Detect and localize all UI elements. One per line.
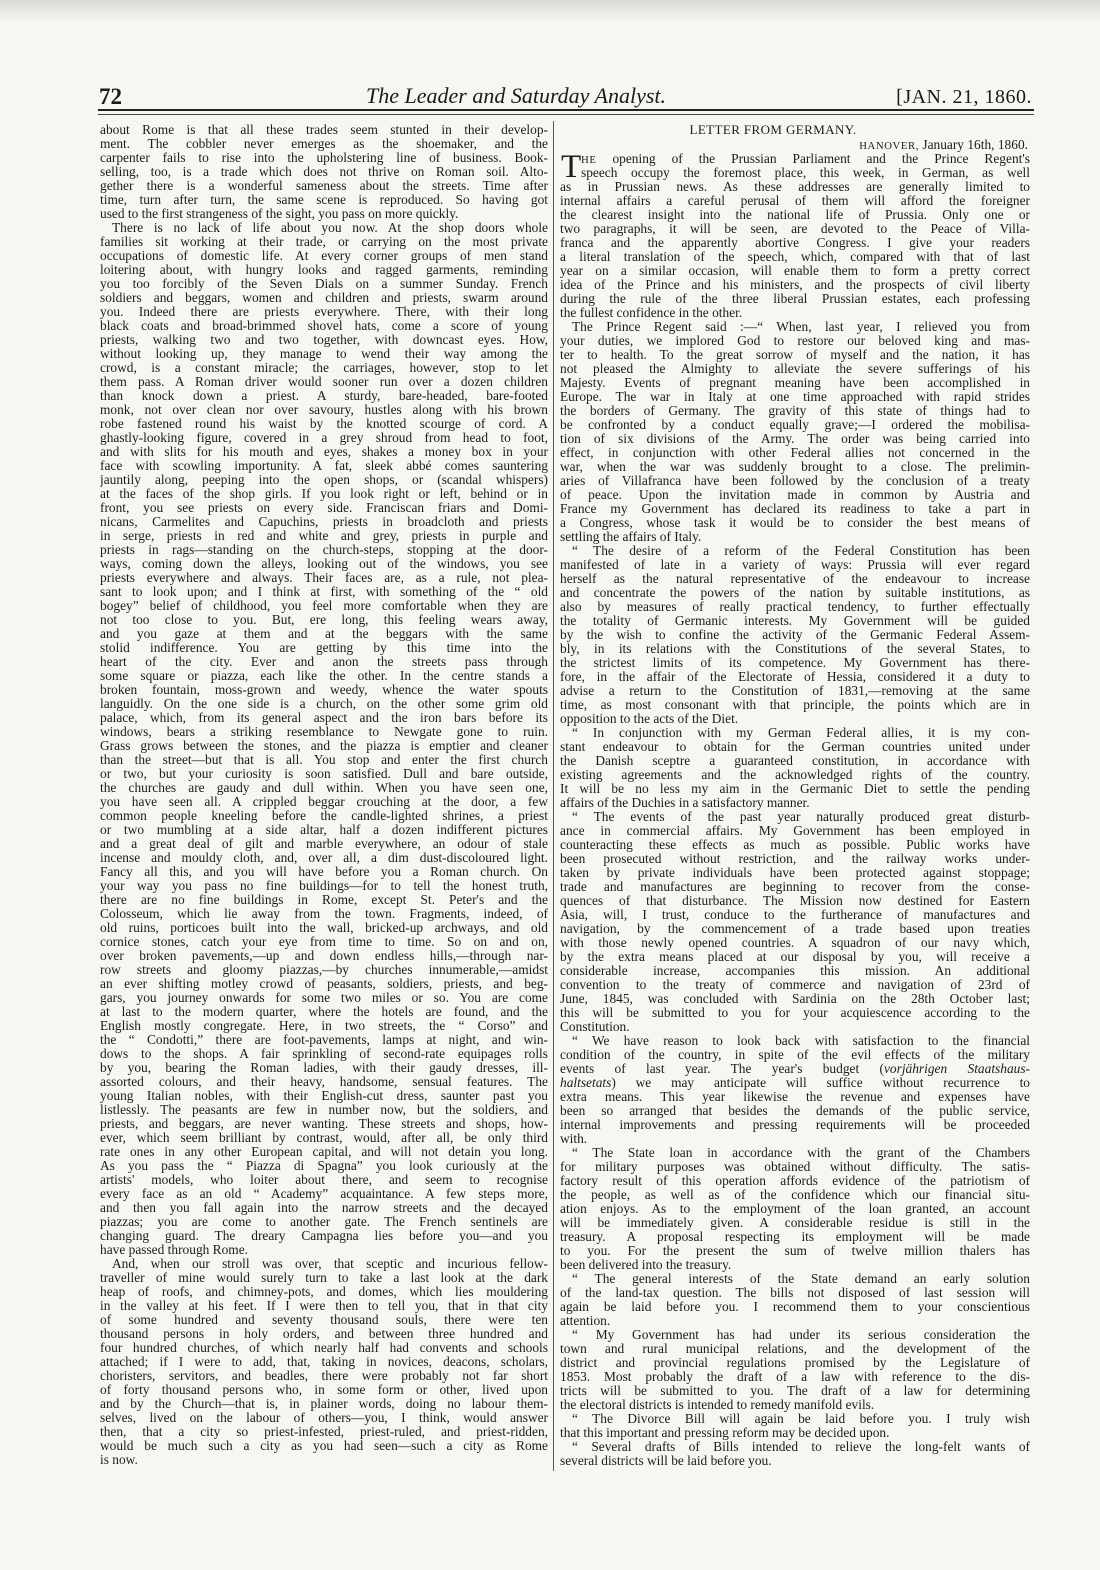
- text-line: that this important and pressing reform may be decided upon.: [560, 1426, 890, 1440]
- text-line: priests, walking two and two together, with downcast eyes. How,: [100, 333, 548, 347]
- text-line: tricts will be submitted to you. The draft of a law for determining: [560, 1384, 1030, 1398]
- text-line: and by the Church—that is, in plainer words, doing no labour them-: [100, 1397, 548, 1411]
- text-line: as in Prussian news. As these addresses are generally limited to: [560, 180, 1030, 194]
- paragraph: [560, 1272, 1030, 1328]
- text-line: soldiers and beggars, women and children and priests, swarm around: [100, 291, 548, 305]
- text-line: war, when the war was suddenly brought to a close. The prelimin-: [560, 460, 1030, 474]
- text-line: The Prince Regent said :—“ When, last year, I relieved you from: [572, 320, 1030, 334]
- text-line: cornice stones, catch your eye from time to time. So on and on,: [100, 935, 548, 949]
- text-line: the borders of Germany. The gravity of this state of things had to: [560, 404, 1030, 418]
- text-line: sant to look upon; and I think at first, with something of the “ old: [100, 585, 548, 599]
- text-line: or two, but your curiosity is soon satisfied. Dull and bare outside,: [100, 767, 548, 781]
- text-line: gether there is a wonderful sameness about the streets. Time after: [100, 179, 548, 193]
- text-line: several districts will be laid before you.: [560, 1454, 772, 1468]
- text-line: English mostly congregate. Here, in two streets, the “ Corso” and: [100, 1019, 548, 1033]
- text-line: you have seen all. A crippled beggar crouching at the door, a few: [100, 795, 548, 809]
- text-line: quences of that disturbance. The Mission now destined for Eastern: [560, 894, 1030, 908]
- text-line: taken by private individuals have been protected against stoppage;: [560, 866, 1030, 880]
- text-line: every face as an old “ Academy” acquaintance. A few steps more,: [100, 1187, 548, 1201]
- text-line: your way you pass no fine buildings—for to tell the honest truth,: [100, 879, 548, 893]
- text-line: will be immediately given. A considerable residue is still in the: [560, 1216, 1030, 1230]
- text-line: have passed through Rome.: [100, 1243, 249, 1257]
- text-line: broken fountain, moss-grown and weedy, whence the water spouts: [100, 683, 548, 697]
- text-line: opposition to the acts of the Diet.: [560, 712, 739, 726]
- text-line: than the street—but that is all. You stop and enter the first church: [100, 753, 548, 767]
- text-line: rate ones in any other European capital, and will not detain you long.: [100, 1145, 548, 1159]
- text-line: gars, you journey onwards for some two miles or so. You are come: [100, 991, 548, 1005]
- paragraph: [560, 320, 1030, 544]
- text-line: front, you see priests on every side. Franciscan friars and Domi-: [100, 501, 548, 515]
- text-segment: opening of the Prussian Parliament and the Prince Regent's: [596, 152, 1030, 166]
- text-line: the electoral districts is intended to remedy manifold evils.: [560, 1398, 875, 1412]
- text-line: counteracting these effects as much as possible. Public works have: [560, 838, 1030, 852]
- text-line: at the faces of the shop girls. If you look right or left, behind or in: [100, 487, 548, 501]
- text-line: June, 1845, was concluded with Sardinia on the 28th October last;: [560, 992, 1030, 1006]
- text-line: stant endeavour to obtain for the German countries united under: [560, 740, 1030, 754]
- text-line: priests, and beggars, are never wanting. These streets and shops, how-: [100, 1117, 548, 1131]
- text-line: and concentrate the powers of the nation by suitable institutions, as: [560, 586, 1030, 600]
- text-line: the strictest limits of its competence. My Government has there-: [560, 656, 1030, 670]
- text-line: incense and mouldy cloth, and, over all, a dim dust-discoloured light.: [100, 851, 548, 865]
- text-line: the totality of Germanic interests. My Government will be guided: [560, 614, 1030, 628]
- text-line: heap of roofs, and chimney-pots, and domes, which lies mouldering: [100, 1285, 548, 1299]
- text-line: aries of Villafranca have been followed by the conclusion of a treaty: [560, 474, 1030, 488]
- text-line: about Rome is that all these trades seem stunted in their develop-: [100, 123, 548, 137]
- drop-cap: T: [561, 149, 582, 185]
- text-line: common people kneeling before the candle-lighted shrines, a priest: [100, 809, 548, 823]
- text-line: by the wish to confine the activity of the Germanic Federal Assem-: [560, 628, 1030, 642]
- text-line: Grass grows between the stones, and the piazza is emptier and cleaner: [100, 739, 548, 753]
- paragraph: [560, 1034, 1030, 1146]
- text-line: by you, bearing the Roman ladies, with their gaudy dresses, ill-: [100, 1061, 548, 1075]
- text-line: It will be no less my aim in the Germanic Diet to settle the pending: [560, 782, 1030, 796]
- text-line: is now.: [100, 1453, 138, 1467]
- text-segment: events of last year. The year's budget (: [560, 1062, 884, 1076]
- text-line: trade and manufactures are beginning to recover from the conse-: [560, 880, 1030, 894]
- text-line: and with slits for his mouth and eyes, shakes a money box in your: [100, 445, 548, 459]
- text-line: and then you fall again into the narrow streets and the decayed: [100, 1201, 548, 1215]
- text-line: nicans, Carmelites and Capuchins, priests in broadcloth and priests: [100, 515, 548, 529]
- text-line: internal affairs a careful perusal of them will afford the foreigner: [560, 194, 1030, 208]
- text-segment: haltsetats: [560, 1076, 612, 1090]
- text-line: young Italian nobles, with their English-cut dress, saunter past you: [100, 1089, 548, 1103]
- paragraph: [560, 544, 1030, 726]
- text-line: families sit working at their trade, or carrying on the most private: [100, 235, 548, 249]
- paragraph: [100, 221, 548, 1257]
- text-line: piazzas; you are come to another gate. The French sentinels are: [100, 1215, 548, 1229]
- text-line: “ In conjunction with my German Federal allies, it is my con-: [572, 726, 1030, 740]
- text-line: “ The general interests of the State demand an early solution: [572, 1272, 1030, 1286]
- text-line: then, that a city so priest-infested, priest-ruled, and priest-ridden,: [100, 1425, 548, 1439]
- text-line: ever, which seem brilliant by contrast, would, after all, be only third: [100, 1131, 548, 1145]
- text-line: than knock down a priest. A sturdy, bare-headed, bare-footed: [100, 389, 548, 403]
- text-line: there are no fine buildings in Rome, except St. Peter's and the: [100, 893, 548, 907]
- text-line: two paragraphs, it will be seen, are devoted to the Peace of Villa-: [560, 222, 1030, 236]
- text-line: affairs of the Duchies in a satisfactory manner.: [560, 796, 810, 810]
- text-line: existing agreements and the acknowledged rights of the country.: [560, 768, 1030, 782]
- text-line: Fancy all this, and you will have before you a Roman church. On: [100, 865, 548, 879]
- text-line: 1853. Most probably the draft of a law with reference to the dis-: [560, 1370, 1030, 1384]
- text-line: convention to the treaty of commerce and navigation of 23rd of: [560, 978, 1030, 992]
- text-line: thousand persons in holy orders, and between three hundred and: [100, 1327, 548, 1341]
- text-line: them pass. A Roman driver would sooner run over a dozen children: [100, 375, 548, 389]
- text-line: factory result of this operation affords evidence of the patriotism of: [560, 1174, 1030, 1188]
- text-line: extra means. This year likewise the revenue and expenses have: [560, 1090, 1030, 1104]
- text-line: loitering about, with hungry looks and ragged garments, reminding: [100, 263, 548, 277]
- text-line: time, as most consonant with that principle, the points which are in: [560, 698, 1030, 712]
- text-line: the clearest insight into the national life of Prussia. Only one or: [560, 208, 1030, 222]
- text-line: old ruins, porticoes built into the wall, bricked-up archways, and old: [100, 921, 548, 935]
- text-line: Europe. The war in Italy at one time approached with rapid strides: [560, 390, 1030, 404]
- text-line: not pleased the Almighty to alleviate the severe sufferings of his: [560, 362, 1030, 376]
- text-line: jauntily along, peeping into the open shops, or (scandal whispers): [100, 473, 548, 487]
- text-line: robe fastened round his waist by the knotted scourge of cord. A: [100, 417, 548, 431]
- text-line: monk, not over clean nor over savoury, hustles along with his brown: [100, 403, 548, 417]
- text-line: you too forcibly of the Seven Dials on a summer Sunday. French: [100, 277, 548, 291]
- text-line: crowd, is a constant miracle; the carriages, however, stop to let: [100, 361, 548, 375]
- text-line: been so arranged that besides the demands of the public service,: [560, 1104, 1030, 1118]
- text-line: row streets and gloomy piazzas,—by churches innumerable,—amidst: [100, 963, 548, 977]
- text-line: you. Indeed there are priests everywhere. There, with their long: [100, 305, 548, 319]
- text-line: As you pass the “ Piazza di Spagna” you look curiously at the: [100, 1159, 548, 1173]
- text-line: speech occupy the foremost place, this week, in German, as well: [581, 166, 1030, 180]
- text-line: year on a similar occasion, will enable them to form a pretty correct: [560, 264, 1030, 278]
- text-line: of the land-tax question. The bills not disposed of last session will: [560, 1286, 1030, 1300]
- text-line: dows to the shops. A fair sprinkling of second-rate equipages rolls: [100, 1047, 548, 1061]
- text-line: at last to the modern quarter, where the hotels are found, and the: [100, 1005, 548, 1019]
- text-line: “ My Government has had under its serious consideration the: [572, 1328, 1030, 1342]
- text-line: for military purposes was obtained without difficulty. The satis-: [560, 1160, 1030, 1174]
- paragraph: [100, 123, 548, 221]
- text-line: with.: [560, 1132, 588, 1146]
- text-line: the fullest confidence in the other.: [560, 306, 743, 320]
- text-line: choristers, servitors, and beadles, there were probably not far short: [100, 1369, 548, 1383]
- text-line: in serge, priests in red and white and grey, priests in purple and: [100, 529, 548, 543]
- text-line: or two mumbling at a side altar, half a dozen indifferent pictures: [100, 823, 548, 837]
- text-line: ghastly-looking figure, covered in a grey shroud from head to foot,: [100, 431, 548, 445]
- text-line: palace, which, from its general aspect and the iron bars before its: [100, 711, 548, 725]
- text-line: the churches are gaudy and dull within. When you have seen one,: [100, 781, 548, 795]
- text-line: by the extra means placed at our disposal by you, will receive a: [560, 950, 1030, 964]
- text-line: of forty thousand persons who, in some form or other, lived upon: [100, 1383, 548, 1397]
- article-title: LETTER FROM GERMANY.: [689, 122, 857, 137]
- text-line: and a great deal of gilt and marble everywhere, an odour of stale: [100, 837, 548, 851]
- text-line: navigation, by the commencement of a trade based upon treaties: [560, 922, 1030, 936]
- text-line: again be laid before you. I recommend them to your conscientious: [560, 1300, 1030, 1314]
- text-line: an ever shifting motley crowd of peasants, soldiers, priests, and beg-: [100, 977, 548, 991]
- text-segment: HE: [581, 154, 597, 166]
- text-line: bly, in its relations with the Constitutions of the several States, to: [560, 642, 1030, 656]
- text-line: “ The State loan in accordance with the grant of the Chambers: [572, 1146, 1030, 1160]
- text-line: Constitution.: [560, 1020, 630, 1034]
- text-segment: vorjährigen Staatshaus-: [883, 1062, 1030, 1076]
- text-line: and you gaze at them and at the beggars with the same: [100, 627, 548, 641]
- publication-title: The Leader and Saturday Analyst.: [366, 83, 667, 108]
- text-line: four hundred churches, of which nearly half had convents and schools: [100, 1341, 548, 1355]
- text-line: not too close to you. But, ere long, this feeling wears away,: [100, 613, 548, 627]
- paragraph: [560, 1440, 1030, 1468]
- text-line: “ We have reason to look back with satisfaction to the financial: [572, 1034, 1030, 1048]
- text-line: of peace. Upon the invitation made in common by Austria and: [560, 488, 1030, 502]
- dateline-date: January 16th, 1860.: [919, 137, 1028, 152]
- text-line: of some hundred and seventy thousand souls, there were ten: [100, 1313, 548, 1327]
- text-line: [560, 152, 1030, 166]
- text-line: without looking up, they manage to wend their way among the: [100, 347, 548, 361]
- column-divider: [553, 121, 554, 1471]
- paragraph: [560, 1328, 1030, 1412]
- text-line: franca and the apparently abortive Congress. I give your readers: [560, 236, 1030, 250]
- text-line: priests everywhere and always. Their faces are, as a rule, not plea-: [100, 571, 548, 585]
- text-line: also by measures of really practical tendency, to further effectually: [560, 600, 1030, 614]
- text-line: attention.: [560, 1314, 611, 1328]
- text-line: occupations of domestic life. At every corner groups of men stand: [100, 249, 548, 263]
- text-line: assorted colours, and their heavy, handsome, sensual features. The: [100, 1075, 548, 1089]
- text-line: fore, in the affair of the Electorate of Hessia, considered it a duty to: [560, 670, 1030, 684]
- header-rule: [98, 114, 1034, 115]
- scan-shading: [0, 0, 1100, 22]
- text-line: your duties, we implored God to restore our beloved king and mas-: [560, 334, 1030, 348]
- text-line: windows, bears a striking resemblance to Newgate gone to ruin.: [100, 725, 548, 739]
- text-line: Asia, will, I trust, conduce to the furtherance of manufactures and: [560, 908, 1030, 922]
- text-line: in the valley at his feet. If I were then to tell you, that in that city: [100, 1299, 548, 1313]
- text-line: considerable increase, accompanies this mission. An additional: [560, 964, 1030, 978]
- paragraph: [560, 149, 1030, 320]
- text-line: listlessly. The peasants are few in number now, but the soldiers, and: [100, 1103, 548, 1117]
- text-line: bogey” belief of childhood, you feel more comfortable when they are: [100, 599, 548, 613]
- text-line: settling the affairs of Italy.: [560, 530, 702, 544]
- text-line: time, turn after turn, the same scene is reproduced. So having got: [100, 193, 548, 207]
- text-line: languidly. On the one side is a church, on the other some grim old: [100, 697, 548, 711]
- text-line: [560, 1076, 1030, 1090]
- text-line: to you. For the present the sum of twelve million thalers has: [560, 1244, 1030, 1258]
- text-line: a Congress, whose task it would be to consider the best means of: [560, 516, 1030, 530]
- text-line: town and rural municipal relations, and the development of the: [560, 1342, 1030, 1356]
- text-line: attached; if I were to add, that, taking in novices, deacons, scholars,: [100, 1355, 548, 1369]
- text-line: been prosecuted without restriction, and the railway works under-: [560, 852, 1030, 866]
- text-line: black coats and broad-brimmed shovel hats, come a score of young: [100, 319, 548, 333]
- right-column: [560, 122, 1030, 1474]
- text-line: manifested of late in a variety of ways: Prussia will ever regard: [560, 558, 1030, 572]
- text-line: stolid indifference. You are getting by this time into the: [100, 641, 548, 655]
- text-line: selling, too, is a trade which does not thrive on Roman soil. Alto-: [100, 165, 548, 179]
- text-line: “ The Divorce Bill will again be laid before you. I truly wish: [572, 1412, 1030, 1426]
- text-line: be confronted by a conduct equally grave;—I ordered the mobilisa-: [560, 418, 1030, 432]
- text-line: tion of six divisions of the Army. The order was being carried into: [560, 432, 1030, 446]
- text-line: the people, as well as of the confidence which our financial situ-: [560, 1188, 1030, 1202]
- paragraph: [100, 1257, 548, 1467]
- text-line: ways, coming down the alleys, looking out of the windows, you see: [100, 557, 548, 571]
- text-line: during the rule of the three liberal Prussian estates, each professing: [560, 292, 1030, 306]
- text-line: heart of the city. Ever and anon the streets pass through: [100, 655, 548, 669]
- text-line: selves, lived on the labour of others—you, I think, would answer: [100, 1411, 548, 1425]
- text-line: And, when our stroll was over, that sceptic and incurious fellow-: [112, 1257, 548, 1271]
- text-line: ance in commercial affairs. My Government has been employed in: [560, 824, 1030, 838]
- text-line: used to the first strangeness of the sight, you pass on more quickly.: [100, 207, 459, 221]
- text-line: Majesty. Events of pregnant meaning have been accomplished in: [560, 376, 1030, 390]
- text-line: carpenter fails to rise into the upholstering line of business. Book-: [100, 151, 548, 165]
- paragraph: [560, 1412, 1030, 1440]
- text-line: effect, in conjunction with other Federal allies not concerned in the: [560, 446, 1030, 460]
- text-line: treasury. A proposal respecting its employment will be made: [560, 1230, 1030, 1244]
- dateline: [560, 137, 1030, 152]
- text-line: advise a return to the Constitution of 1831,—removing at the same: [560, 684, 1030, 698]
- text-line: this will be submitted to you for your acquiescence according to the: [560, 1006, 1030, 1020]
- text-line: “ The events of the past year naturally produced great disturb-: [572, 810, 1030, 824]
- dateline-place: HANOVER,: [859, 140, 920, 152]
- text-line: France my Government has declared its readiness to take a part in: [560, 502, 1030, 516]
- paragraph: [560, 810, 1030, 1034]
- paragraph: [560, 1146, 1030, 1272]
- paragraph: [560, 726, 1030, 810]
- text-line: internal improvements and pressing requirements will be proceeded: [560, 1118, 1030, 1132]
- text-line: “ Several drafts of Bills intended to relieve the long-felt wants of: [572, 1440, 1030, 1454]
- text-segment: ) we may anticipate will suffice without recurrence to: [611, 1076, 1030, 1090]
- text-line: a literal translation of the speech, which, compared with that of last: [560, 250, 1030, 264]
- text-line: ation enjoys. As to the employment of the loan granted, an account: [560, 1202, 1030, 1216]
- text-line: the Danish sceptre a guaranteed constitution, in accordance with: [560, 754, 1030, 768]
- issue-date: [JAN. 21, 1860.: [896, 86, 1032, 108]
- page-number: 72: [99, 84, 122, 109]
- header-rule: [98, 109, 1034, 111]
- text-line: face with scowling importunity. A fat, sleek abbé comes sauntering: [100, 459, 548, 473]
- text-line: over broken pavements,—up and down endless hills,—through nar-: [100, 949, 548, 963]
- text-line: herself as the natural representative of the endeavour to increase: [560, 572, 1030, 586]
- text-line: [560, 1062, 1030, 1076]
- text-line: traveller of mine would surely turn to take a last look at the dark: [100, 1271, 548, 1285]
- text-line: ment. The cobbler never emerges as the shoemaker, and the: [100, 137, 548, 151]
- text-line: been delivered into the treasury.: [560, 1258, 732, 1272]
- text-line: There is no lack of life about you now. At the shop doors whole: [112, 221, 548, 235]
- text-line: idea of the Prince and his ministers, and the prospects of civil liberty: [560, 278, 1030, 292]
- left-column: [100, 123, 548, 1473]
- text-line: some square or piazza, each like the other. In the centre stands a: [100, 669, 548, 683]
- text-line: changing guard. The dreary Campagna lies before you—and you: [100, 1229, 548, 1243]
- text-line: district and provincial regulations promised by the Legislature of: [560, 1356, 1030, 1370]
- text-line: priests in rags—standing on the church-steps, stopping at the door-: [100, 543, 548, 557]
- text-line: “ The desire of a reform of the Federal Constitution has been: [572, 544, 1030, 558]
- text-line: with those newly opened countries. A squadron of our navy which,: [560, 936, 1030, 950]
- text-line: the “ Condotti,” there are foot-pavements, lamps at night, and win-: [100, 1033, 548, 1047]
- text-line: Colosseum, which lie away from the town. Fragments, indeed, of: [100, 907, 548, 921]
- text-line: condition of the country, in spite of the evil effects of the military: [560, 1048, 1030, 1062]
- text-line: artists' models, who loiter about there, and seem to recognise: [100, 1173, 548, 1187]
- text-line: ter to health. To the great sorrow of myself and the nation, it has: [560, 348, 1030, 362]
- text-line: would be much such a city as you had seen—such a city as Rome: [100, 1439, 548, 1453]
